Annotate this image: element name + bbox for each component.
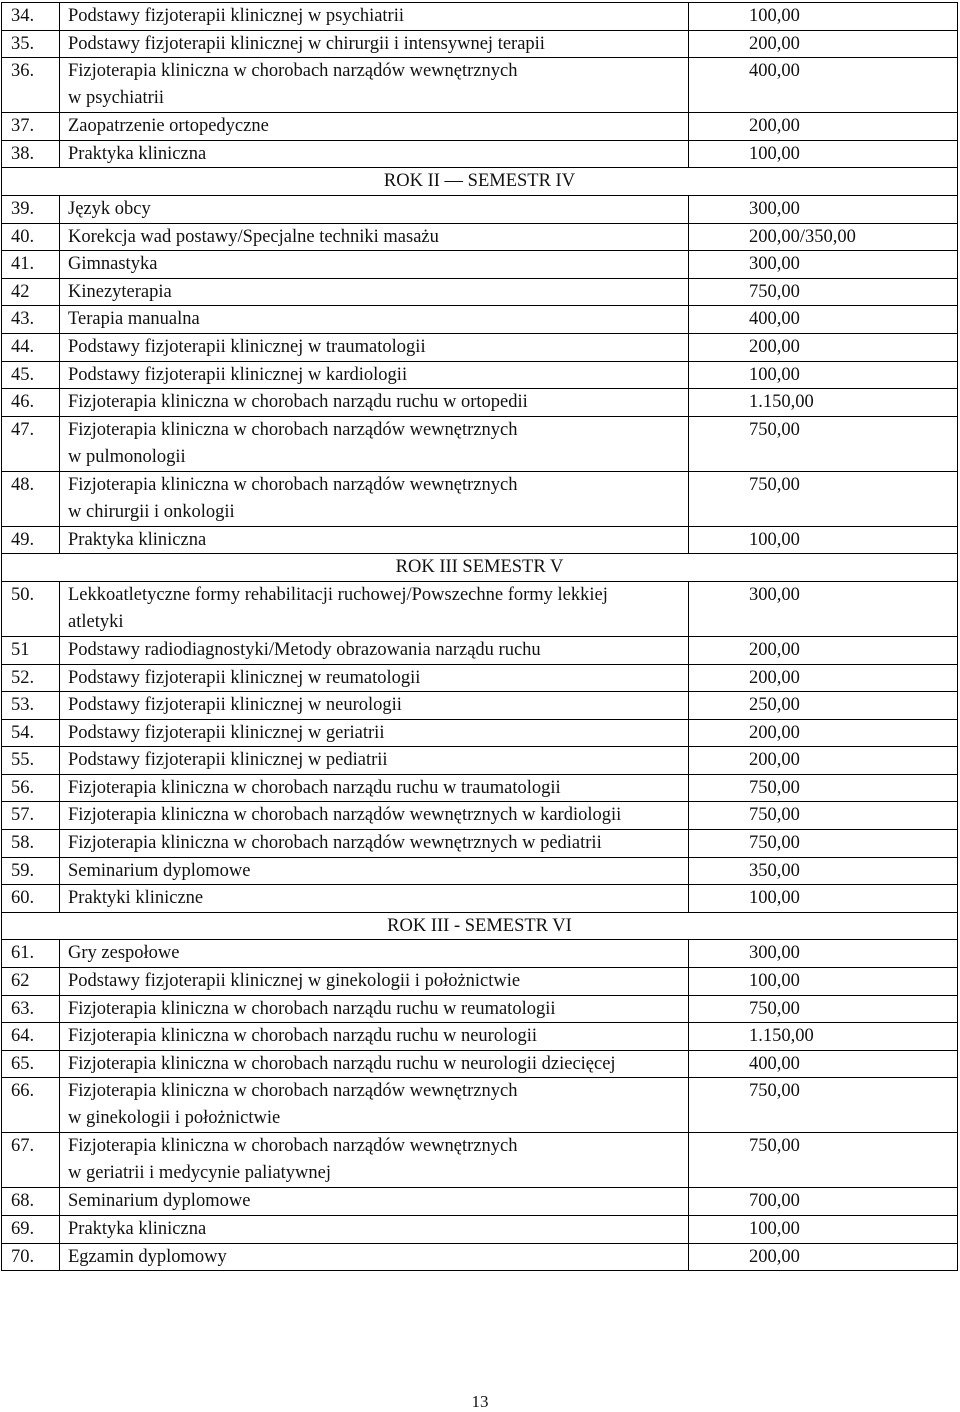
course-name-line: Praktyka kliniczna: [68, 143, 207, 164]
course-name: [60, 30, 689, 58]
fee-amount: 1.150,00: [689, 1023, 958, 1051]
course-name: [60, 195, 689, 223]
fee-row: [2, 857, 958, 885]
course-name-line: w psychiatrii: [68, 88, 165, 109]
course-name: [60, 223, 689, 251]
fee-amount: 100,00: [689, 968, 958, 996]
course-name-line: Fizjoterapia kliniczna w chorobach narządów wewnętrznych: [68, 1081, 518, 1102]
course-name: [60, 306, 689, 334]
course-name: [60, 278, 689, 306]
course-name: [60, 416, 689, 471]
semester-header: ROK III - SEMESTR VI: [2, 912, 958, 940]
item-number: 52.: [2, 664, 60, 692]
course-name: [60, 747, 689, 775]
fee-row: [2, 830, 958, 858]
fee-row: [2, 251, 958, 279]
fee-row: [2, 223, 958, 251]
course-name-line: Podstawy fizjoterapii klinicznej w pediatrii: [68, 750, 388, 771]
fee-row: [2, 692, 958, 720]
item-number: 64.: [2, 1023, 60, 1051]
item-number: 61.: [2, 940, 60, 968]
fee-row: [2, 1216, 958, 1244]
fee-amount: 750,00: [689, 995, 958, 1023]
fee-row: [2, 636, 958, 664]
course-name-line: atletyki: [68, 611, 124, 632]
fee-row: [2, 1023, 958, 1051]
fee-amount: 750,00: [689, 830, 958, 858]
course-name: [60, 802, 689, 830]
course-name-line: Podstawy fizjoterapii klinicznej w traumatologii: [68, 336, 426, 357]
course-name: [60, 389, 689, 417]
item-number: 55.: [2, 747, 60, 775]
course-name-line: Zaopatrzenie ortopedyczne: [68, 116, 269, 137]
fee-row: [2, 416, 958, 471]
fee-row: [2, 306, 958, 334]
course-name-line: Kinezyterapia: [68, 281, 172, 302]
fee-row: [2, 278, 958, 306]
course-name: [60, 1023, 689, 1051]
course-name-line: Podstawy fizjoterapii klinicznej w chirurgii i intensywnej terapii: [68, 33, 545, 54]
item-number: 46.: [2, 389, 60, 417]
course-name-line: Praktyka kliniczna: [68, 1219, 207, 1239]
course-name-line: Fizjoterapia kliniczna w chorobach narządu ruchu w ortopedii: [68, 392, 528, 413]
fee-amount: 200,00: [689, 719, 958, 747]
item-number: 40.: [2, 223, 60, 251]
semester-header-row: [2, 554, 958, 582]
fee-row: [2, 885, 958, 913]
course-name: [60, 1243, 689, 1271]
course-name: [60, 526, 689, 554]
fee-amount: 400,00: [689, 306, 958, 334]
fee-amount: 400,00: [689, 1050, 958, 1078]
fee-row: [2, 719, 958, 747]
fee-amount: 750,00: [689, 278, 958, 306]
fee-amount: 100,00: [689, 3, 958, 31]
fee-row: [2, 195, 958, 223]
item-number: 62: [2, 968, 60, 996]
fee-amount: 350,00: [689, 857, 958, 885]
course-name: [60, 251, 689, 279]
course-name-line: Podstawy fizjoterapii klinicznej w reumatologii: [68, 667, 421, 688]
course-name: [60, 58, 689, 113]
course-name-line: Fizjoterapia kliniczna w chorobach narządów wewnętrznych w kardiologii: [68, 805, 622, 826]
item-number: 57.: [2, 802, 60, 830]
fee-row: [2, 3, 958, 31]
fee-amount: 750,00: [689, 416, 958, 471]
course-name: [60, 968, 689, 996]
item-number: 68.: [2, 1188, 60, 1216]
fee-amount: 200,00/350,00: [689, 223, 958, 251]
page-number: 13: [471, 1392, 489, 1411]
course-name: [60, 581, 689, 636]
fee-amount: 750,00: [689, 774, 958, 802]
course-name: [60, 692, 689, 720]
fee-amount: 1.150,00: [689, 389, 958, 417]
fee-row: [2, 30, 958, 58]
course-name-line: Korekcja wad postawy/Specjalne techniki masażu: [68, 226, 439, 247]
item-number: 49.: [2, 526, 60, 554]
fee-row: [2, 1133, 958, 1188]
item-number: 56.: [2, 774, 60, 802]
item-number: 36.: [2, 58, 60, 113]
course-name-line: w ginekologii i położnictwie: [68, 1108, 281, 1129]
item-number: 48.: [2, 471, 60, 526]
fee-row: [2, 471, 958, 526]
course-name-line: Praktyka kliniczna: [68, 529, 207, 550]
item-number: 39.: [2, 195, 60, 223]
item-number: 43.: [2, 306, 60, 334]
semester-header: ROK II — SEMESTR IV: [2, 168, 958, 196]
course-name: [60, 830, 689, 858]
fee-amount: 200,00: [689, 333, 958, 361]
item-number: 58.: [2, 830, 60, 858]
item-number: 51: [2, 636, 60, 664]
fee-row: [2, 940, 958, 968]
item-number: 38.: [2, 140, 60, 168]
course-name-line: Fizjoterapia kliniczna w chorobach narządów wewnętrznych: [68, 61, 518, 82]
item-number: 69.: [2, 1216, 60, 1244]
course-name: [60, 333, 689, 361]
course-name-line: Podstawy fizjoterapii klinicznej w geriatrii: [68, 722, 385, 743]
item-number: 44.: [2, 333, 60, 361]
fee-row: [2, 747, 958, 775]
course-name-line: Lekkoatletyczne formy rehabilitacji ruchowej/Powszechne formy lekkiej: [68, 584, 608, 605]
course-name: [60, 857, 689, 885]
course-name: [60, 1188, 689, 1216]
course-name: [60, 885, 689, 913]
course-name: [60, 1078, 689, 1133]
course-name-line: Fizjoterapia kliniczna w chorobach narządów wewnętrznych: [68, 474, 518, 495]
fee-amount: 200,00: [689, 747, 958, 775]
fee-amount: 200,00: [689, 636, 958, 664]
course-name: [60, 719, 689, 747]
fee-row: [2, 58, 958, 113]
fee-amount: 250,00: [689, 692, 958, 720]
fee-table-body: [2, 3, 958, 1271]
item-number: 37.: [2, 113, 60, 141]
fee-amount: 100,00: [689, 140, 958, 168]
course-name: [60, 774, 689, 802]
fee-amount: 100,00: [689, 526, 958, 554]
course-name-line: Podstawy fizjoterapii klinicznej w ginekologii i położnictwie: [68, 971, 521, 992]
course-name-line: Fizjoterapia kliniczna w chorobach narządu ruchu w traumatologii: [68, 777, 561, 798]
course-name-line: Podstawy radiodiagnostyki/Metody obrazowania narządu ruchu: [68, 639, 541, 660]
fee-amount: 750,00: [689, 1133, 958, 1188]
fee-row: [2, 664, 958, 692]
item-number: 47.: [2, 416, 60, 471]
fee-row: [2, 1050, 958, 1078]
item-number: 54.: [2, 719, 60, 747]
fee-amount: 750,00: [689, 802, 958, 830]
fee-amount: 300,00: [689, 940, 958, 968]
item-number: 35.: [2, 30, 60, 58]
course-name-line: Praktyki kliniczne: [68, 888, 204, 909]
course-name-line: Język obcy: [68, 198, 151, 219]
item-number: 41.: [2, 251, 60, 279]
fee-amount: 100,00: [689, 361, 958, 389]
course-name: [60, 1050, 689, 1078]
course-name: [60, 940, 689, 968]
fee-amount: 200,00: [689, 113, 958, 141]
item-number: 63.: [2, 995, 60, 1023]
fee-amount: 200,00: [689, 30, 958, 58]
course-name-line: w chirurgii i onkologii: [68, 501, 235, 522]
course-name-line: Gimnastyka: [68, 254, 158, 275]
course-name-line: Fizjoterapia kliniczna w chorobach narządów wewnętrznych w pediatrii: [68, 833, 602, 854]
course-name-line: Fizjoterapia kliniczna w chorobach narządów wewnętrznych: [68, 1136, 518, 1157]
item-number: 70.: [2, 1243, 60, 1271]
fee-amount: 300,00: [689, 195, 958, 223]
item-number: 34.: [2, 3, 60, 31]
course-name: [60, 113, 689, 141]
fee-row: [2, 968, 958, 996]
fee-row: [2, 361, 958, 389]
fee-row: [2, 526, 958, 554]
course-name: [60, 995, 689, 1023]
fee-row: [2, 802, 958, 830]
fee-row: [2, 113, 958, 141]
fee-amount: 400,00: [689, 58, 958, 113]
fee-amount: 700,00: [689, 1188, 958, 1216]
fee-row: [2, 333, 958, 361]
semester-header-row: [2, 168, 958, 196]
course-name-line: Podstawy fizjoterapii klinicznej w kardiologii: [68, 364, 408, 385]
fee-amount: 750,00: [689, 1078, 958, 1133]
fee-amount: 300,00: [689, 251, 958, 279]
fee-row: [2, 995, 958, 1023]
course-name-line: Terapia manualna: [68, 309, 200, 330]
item-number: 66.: [2, 1078, 60, 1133]
fee-amount: 100,00: [689, 885, 958, 913]
fee-amount: 750,00: [689, 471, 958, 526]
fee-row: [2, 389, 958, 417]
course-name-line: w geriatrii i medycynie paliatywnej: [68, 1163, 332, 1184]
semester-header-row: [2, 912, 958, 940]
fee-row: [2, 1078, 958, 1133]
fee-row: [2, 1243, 958, 1271]
course-name-line: Fizjoterapia kliniczna w chorobach narządu ruchu w neurologii: [68, 1026, 538, 1047]
course-name: [60, 1216, 689, 1244]
course-name: [60, 3, 689, 31]
course-name-line: Podstawy fizjoterapii klinicznej w neurologii: [68, 695, 402, 716]
item-number: 42: [2, 278, 60, 306]
course-name: [60, 1133, 689, 1188]
item-number: 45.: [2, 361, 60, 389]
fee-amount: 100,00: [689, 1216, 958, 1244]
item-number: 59.: [2, 857, 60, 885]
course-name-line: w pulmonologii: [68, 446, 186, 467]
item-number: 65.: [2, 1050, 60, 1078]
fee-table: [1, 2, 958, 1271]
fee-amount: 300,00: [689, 581, 958, 636]
item-number: 67.: [2, 1133, 60, 1188]
course-name: [60, 636, 689, 664]
course-name: [60, 140, 689, 168]
fee-row: [2, 140, 958, 168]
item-number: 53.: [2, 692, 60, 720]
course-name-line: Fizjoterapia kliniczna w chorobach narządu ruchu w neurologii dziecięcej: [68, 1053, 616, 1074]
semester-header: ROK III SEMESTR V: [2, 554, 958, 582]
fee-amount: 200,00: [689, 1243, 958, 1271]
fee-row: [2, 1188, 958, 1216]
course-name: [60, 471, 689, 526]
fee-row: [2, 581, 958, 636]
item-number: 50.: [2, 581, 60, 636]
course-name-line: Fizjoterapia kliniczna w chorobach narządu ruchu w reumatologii: [68, 998, 556, 1019]
course-name-line: Egzamin dyplomowy: [68, 1246, 227, 1267]
course-name-line: Podstawy fizjoterapii klinicznej w psychiatrii: [68, 6, 404, 26]
fee-row: [2, 774, 958, 802]
course-name: [60, 361, 689, 389]
course-name-line: Fizjoterapia kliniczna w chorobach narządów wewnętrznych: [68, 419, 518, 440]
course-name-line: Seminarium dyplomowe: [68, 1191, 251, 1212]
course-name-line: Seminarium dyplomowe: [68, 860, 251, 881]
course-name: [60, 664, 689, 692]
course-name-line: Gry zespołowe: [68, 943, 180, 964]
item-number: 60.: [2, 885, 60, 913]
fee-amount: 200,00: [689, 664, 958, 692]
